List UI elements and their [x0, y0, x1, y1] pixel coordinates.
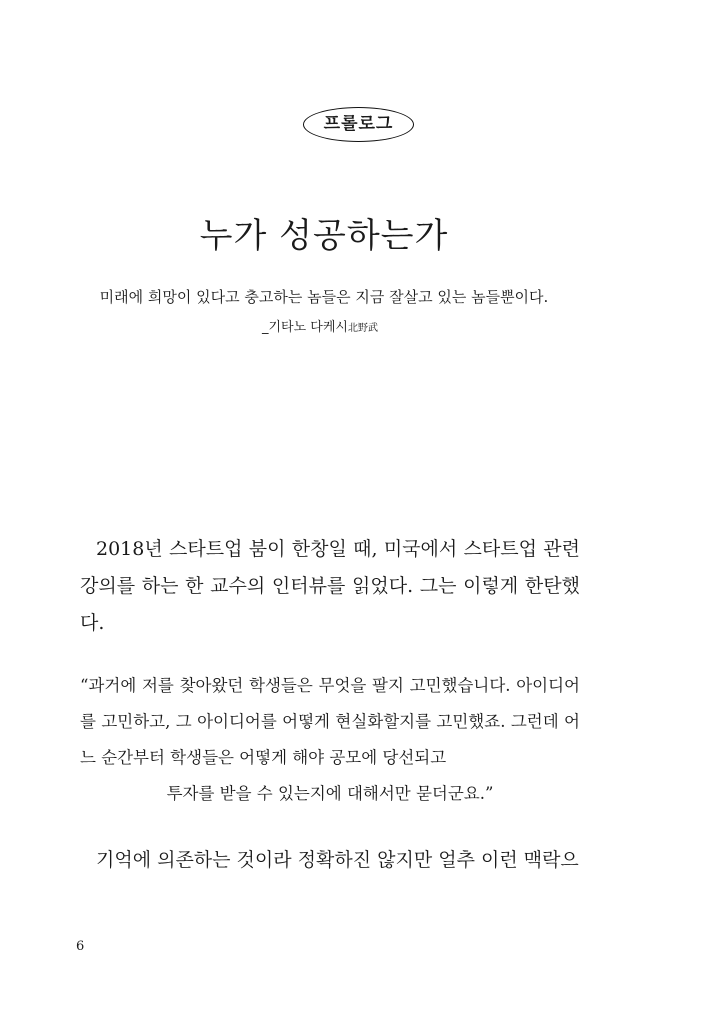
epigraph-author-kanji: 北野武 [347, 323, 378, 334]
body-paragraph-1: 2018년 스타트업 붐이 한창일 때, 미국에서 스타트업 관련 강의를 하는 한 교수의 인터뷰를 읽었다. 그는 이렇게 한탄했다. [80, 538, 580, 634]
interview-quote [80, 668, 580, 812]
page-number: 6 [76, 939, 85, 954]
chapter-title: 누가 성공하는가 [199, 216, 449, 256]
quote-last-line: 투자를 받을 수 있는지에 대해서만 묻더군요.” [166, 784, 494, 803]
section-badge-container [0, 107, 717, 142]
prologue-badge: 프롤로그 [303, 107, 415, 142]
epigraph-quote: 미래에 희망이 있다고 충고하는 놈들은 지금 잘살고 있는 놈들뿐이다. [99, 288, 549, 306]
body-paragraph-2: 기억에 의존하는 것이라 정확하진 않지만 얼추 이런 맥락으 [96, 849, 579, 871]
quote-text: “과거에 저를 찾아왔던 학생들은 무엇을 팔지 고민했습니다. 아이디어를 고민하고, 그 아이디어를 어떻게 현실화할지를 고민했죠. 그런데 어느 순간부터 학생들은 어떻게 해야 공모에 당선되고 [80, 676, 580, 767]
epigraph-author: _기타노 다케시 [262, 320, 348, 335]
epigraph-source [262, 318, 378, 339]
